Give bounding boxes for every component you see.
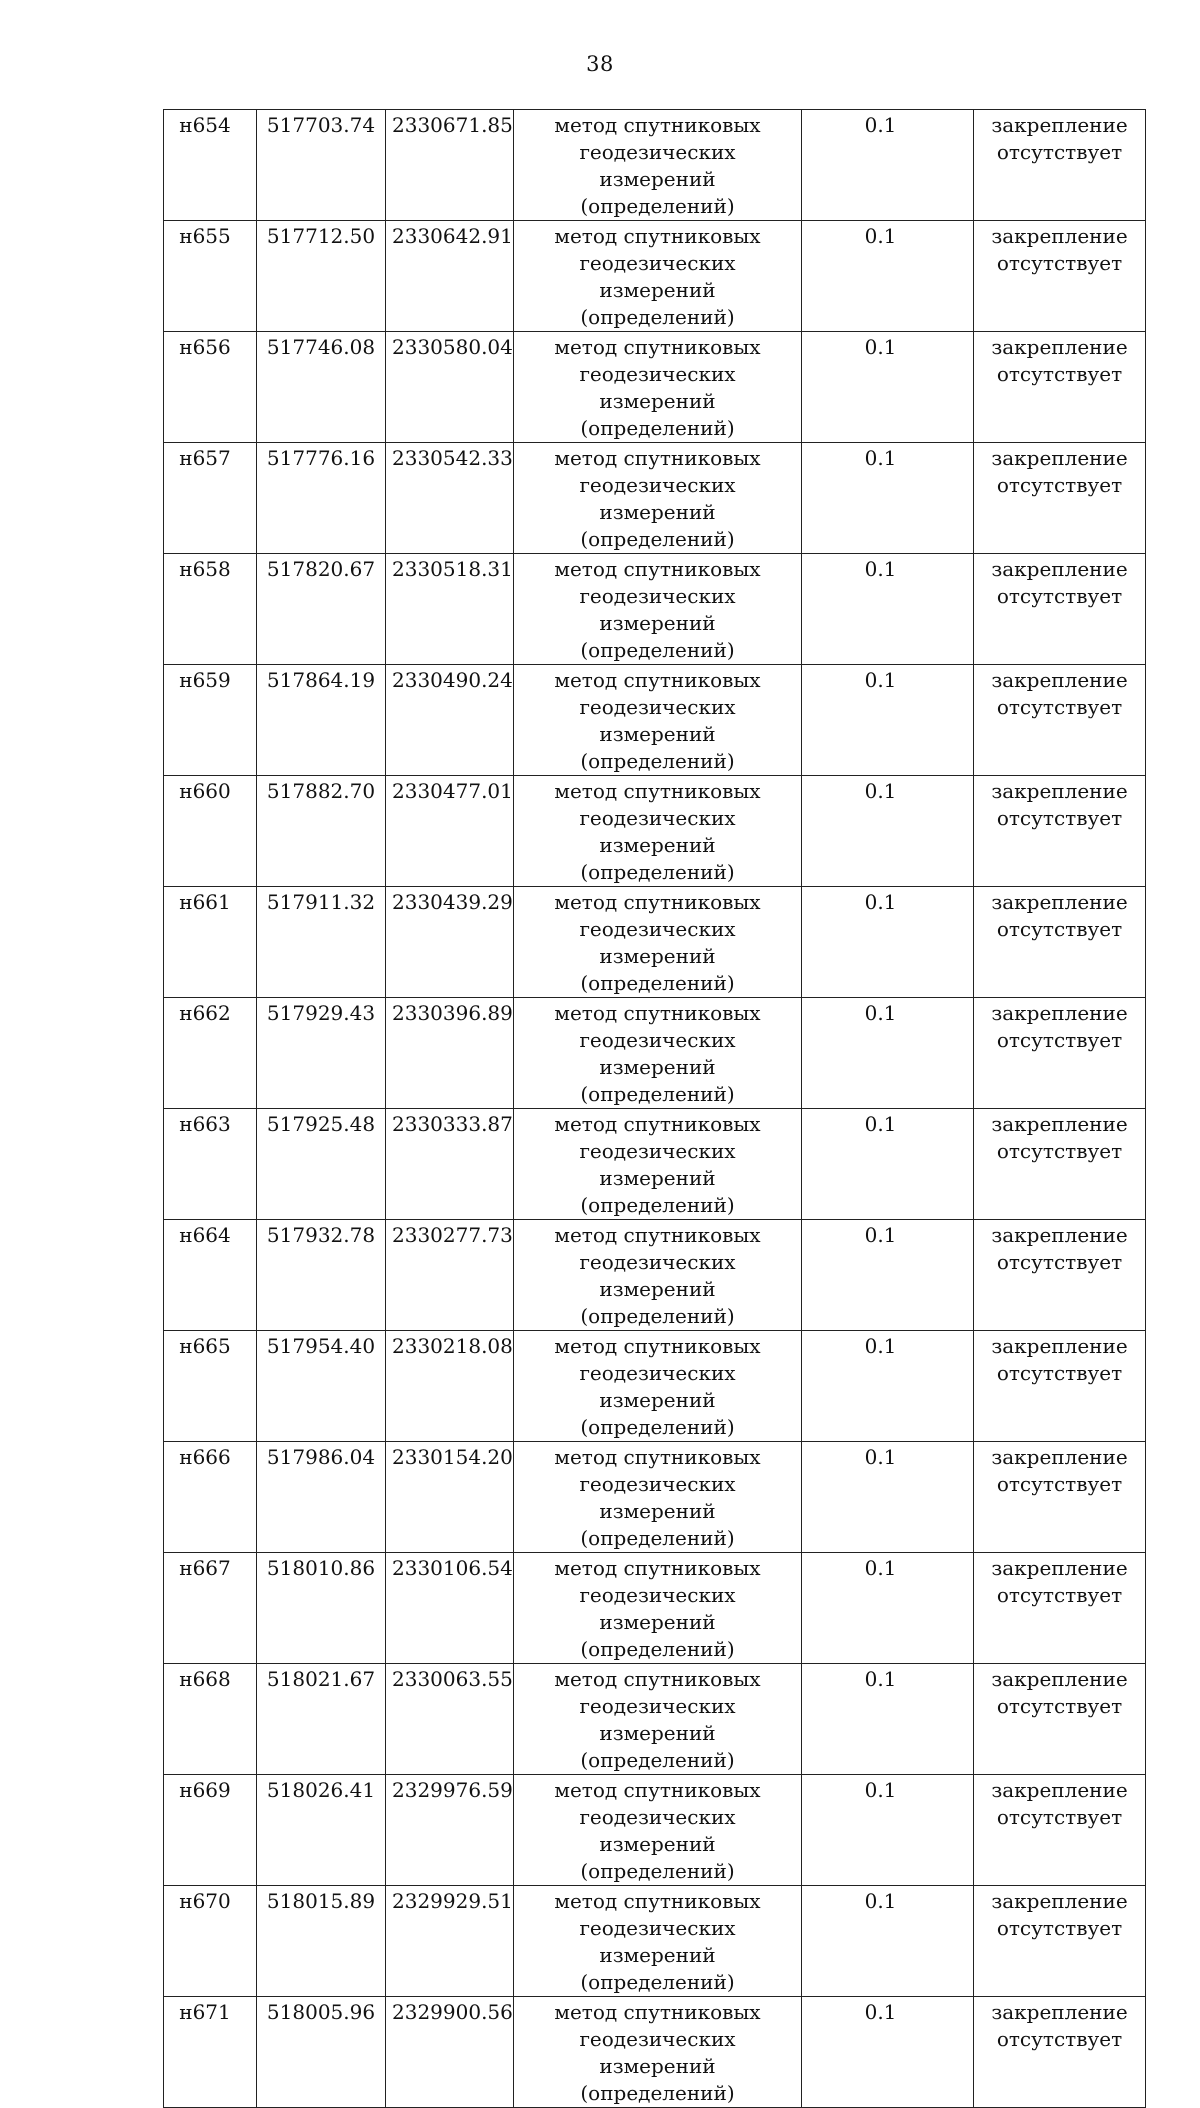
method-line-2: геодезических измерений (579, 140, 736, 191)
method-cell (514, 887, 802, 998)
point-id-cell: н668 (164, 1664, 257, 1775)
y-coordinate-cell: 2330671.85 (386, 110, 514, 221)
y-coordinate-cell: 2329900.56 (386, 1997, 514, 2108)
table-row (164, 1109, 1146, 1220)
fixing-line-2: отсутствует (996, 806, 1123, 830)
coordinates-table-body (164, 110, 1146, 2108)
fixing-cell (974, 110, 1146, 221)
method-cell (514, 1664, 802, 1775)
x-coordinate-cell: 517954.40 (257, 1331, 386, 1442)
method-line-3: (определений) (580, 2081, 735, 2105)
table-row (164, 776, 1146, 887)
method-line-1: метод спутниковых (554, 224, 761, 248)
fixing-line-2: отсутствует (996, 473, 1123, 497)
x-coordinate-cell: 517986.04 (257, 1442, 386, 1553)
method-line-1: метод спутниковых (554, 890, 761, 914)
method-line-2: геодезических измерений (579, 251, 736, 302)
method-line-2: геодезических измерений (579, 695, 736, 746)
fixing-cell (974, 998, 1146, 1109)
method-line-1: метод спутниковых (554, 113, 761, 137)
fixing-cell (974, 665, 1146, 776)
point-id-cell: н670 (164, 1886, 257, 1997)
fixing-line-1: закрепление (991, 2000, 1128, 2024)
fixing-cell (974, 1109, 1146, 1220)
fixing-line-2: отсутствует (996, 1583, 1123, 1607)
fixing-line-1: закрепление (991, 1001, 1128, 1025)
y-coordinate-cell: 2330218.08 (386, 1331, 514, 1442)
x-coordinate-cell: 517746.08 (257, 332, 386, 443)
accuracy-cell: 0.1 (802, 332, 974, 443)
method-line-2: геодезических измерений (579, 1361, 736, 1412)
fixing-cell (974, 1331, 1146, 1442)
method-line-1: метод спутниковых (554, 1334, 761, 1358)
fixing-cell (974, 554, 1146, 665)
method-line-3: (определений) (580, 1193, 735, 1217)
fixing-line-2: отсутствует (996, 917, 1123, 941)
fixing-line-1: закрепление (991, 1112, 1128, 1136)
accuracy-cell: 0.1 (802, 110, 974, 221)
method-cell (514, 665, 802, 776)
fixing-cell (974, 1886, 1146, 1997)
point-id-cell: н661 (164, 887, 257, 998)
x-coordinate-cell: 517932.78 (257, 1220, 386, 1331)
point-id-cell: н657 (164, 443, 257, 554)
fixing-cell (974, 1442, 1146, 1553)
method-cell (514, 1886, 802, 1997)
point-id-cell: н669 (164, 1775, 257, 1886)
method-line-3: (определений) (580, 1526, 735, 1550)
accuracy-cell: 0.1 (802, 1997, 974, 2108)
x-coordinate-cell: 518026.41 (257, 1775, 386, 1886)
method-line-2: геодезических измерений (579, 1805, 736, 1856)
method-line-1: метод спутниковых (554, 1112, 761, 1136)
table-row (164, 1886, 1146, 1997)
method-line-1: метод спутниковых (554, 1778, 761, 1802)
table-row (164, 1664, 1146, 1775)
method-cell (514, 110, 802, 221)
x-coordinate-cell: 518015.89 (257, 1886, 386, 1997)
table-row (164, 998, 1146, 1109)
method-line-3: (определений) (580, 1082, 735, 1106)
fixing-cell (974, 1220, 1146, 1331)
x-coordinate-cell: 517776.16 (257, 443, 386, 554)
table-row (164, 554, 1146, 665)
method-line-1: метод спутниковых (554, 1223, 761, 1247)
y-coordinate-cell: 2330154.20 (386, 1442, 514, 1553)
method-line-1: метод спутниковых (554, 335, 761, 359)
accuracy-cell: 0.1 (802, 998, 974, 1109)
method-line-3: (определений) (580, 749, 735, 773)
method-cell (514, 1553, 802, 1664)
method-line-2: геодезических измерений (579, 917, 736, 968)
fixing-line-2: отсутствует (996, 1916, 1123, 1940)
fixing-line-2: отсутствует (996, 1361, 1123, 1385)
method-line-2: геодезических измерений (579, 473, 736, 524)
method-line-3: (определений) (580, 305, 735, 329)
fixing-line-1: закрепление (991, 1556, 1128, 1580)
table-row (164, 332, 1146, 443)
fixing-line-2: отсутствует (996, 1139, 1123, 1163)
fixing-line-1: закрепление (991, 1445, 1128, 1469)
method-line-3: (определений) (580, 1970, 735, 1994)
method-line-1: метод спутниковых (554, 668, 761, 692)
fixing-cell (974, 332, 1146, 443)
method-cell (514, 443, 802, 554)
y-coordinate-cell: 2329976.59 (386, 1775, 514, 1886)
fixing-cell (974, 1775, 1146, 1886)
fixing-cell (974, 887, 1146, 998)
accuracy-cell: 0.1 (802, 1886, 974, 1997)
x-coordinate-cell: 517712.50 (257, 221, 386, 332)
point-id-cell: н666 (164, 1442, 257, 1553)
table-row (164, 1997, 1146, 2108)
fixing-line-1: закрепление (991, 1334, 1128, 1358)
accuracy-cell: 0.1 (802, 554, 974, 665)
fixing-line-2: отсутствует (996, 584, 1123, 608)
x-coordinate-cell: 517882.70 (257, 776, 386, 887)
fixing-cell (974, 443, 1146, 554)
x-coordinate-cell: 518005.96 (257, 1997, 386, 2108)
method-line-2: геодезических измерений (579, 1694, 736, 1745)
method-line-1: метод спутниковых (554, 1445, 761, 1469)
fixing-line-1: закрепление (991, 890, 1128, 914)
method-cell (514, 1442, 802, 1553)
y-coordinate-cell: 2330490.24 (386, 665, 514, 776)
method-line-2: геодезических измерений (579, 362, 736, 413)
method-line-2: геодезических измерений (579, 1028, 736, 1079)
fixing-cell (974, 1553, 1146, 1664)
table-row (164, 221, 1146, 332)
fixing-line-2: отсутствует (996, 140, 1123, 164)
y-coordinate-cell: 2330477.01 (386, 776, 514, 887)
x-coordinate-cell: 517929.43 (257, 998, 386, 1109)
method-line-3: (определений) (580, 194, 735, 218)
y-coordinate-cell: 2330439.29 (386, 887, 514, 998)
y-coordinate-cell: 2329929.51 (386, 1886, 514, 1997)
y-coordinate-cell: 2330580.04 (386, 332, 514, 443)
method-line-3: (определений) (580, 1748, 735, 1772)
accuracy-cell: 0.1 (802, 1553, 974, 1664)
method-line-1: метод спутниковых (554, 1001, 761, 1025)
x-coordinate-cell: 518021.67 (257, 1664, 386, 1775)
x-coordinate-cell: 517864.19 (257, 665, 386, 776)
fixing-line-1: закрепление (991, 335, 1128, 359)
table-row (164, 1220, 1146, 1331)
y-coordinate-cell: 2330642.91 (386, 221, 514, 332)
y-coordinate-cell: 2330333.87 (386, 1109, 514, 1220)
method-line-2: геодезических измерений (579, 584, 736, 635)
fixing-line-2: отсутствует (996, 695, 1123, 719)
fixing-line-2: отсутствует (996, 2027, 1123, 2051)
point-id-cell: н658 (164, 554, 257, 665)
method-line-3: (определений) (580, 638, 735, 662)
accuracy-cell: 0.1 (802, 1775, 974, 1886)
point-id-cell: н656 (164, 332, 257, 443)
method-line-2: геодезических измерений (579, 1916, 736, 1967)
method-line-3: (определений) (580, 1637, 735, 1661)
point-id-cell: н662 (164, 998, 257, 1109)
x-coordinate-cell: 517911.32 (257, 887, 386, 998)
method-line-1: метод спутниковых (554, 2000, 761, 2024)
accuracy-cell: 0.1 (802, 443, 974, 554)
fixing-line-1: закрепление (991, 1889, 1128, 1913)
point-id-cell: н664 (164, 1220, 257, 1331)
fixing-cell (974, 1997, 1146, 2108)
table-row (164, 443, 1146, 554)
accuracy-cell: 0.1 (802, 1664, 974, 1775)
accuracy-cell: 0.1 (802, 1331, 974, 1442)
method-line-3: (определений) (580, 527, 735, 551)
x-coordinate-cell: 517703.74 (257, 110, 386, 221)
method-line-2: геодезических измерений (579, 1139, 736, 1190)
table-row (164, 1553, 1146, 1664)
method-line-3: (определений) (580, 860, 735, 884)
table-row (164, 887, 1146, 998)
y-coordinate-cell: 2330277.73 (386, 1220, 514, 1331)
point-id-cell: н671 (164, 1997, 257, 2108)
x-coordinate-cell: 517925.48 (257, 1109, 386, 1220)
fixing-line-1: закрепление (991, 113, 1128, 137)
method-cell (514, 221, 802, 332)
fixing-line-2: отсутствует (996, 251, 1123, 275)
method-cell (514, 1775, 802, 1886)
fixing-line-2: отсутствует (996, 1472, 1123, 1496)
method-cell (514, 1109, 802, 1220)
method-line-3: (определений) (580, 1859, 735, 1883)
accuracy-cell: 0.1 (802, 1220, 974, 1331)
method-line-1: метод спутниковых (554, 446, 761, 470)
method-line-2: геодезических измерений (579, 1472, 736, 1523)
fixing-cell (974, 221, 1146, 332)
method-cell (514, 554, 802, 665)
method-cell (514, 1331, 802, 1442)
y-coordinate-cell: 2330396.89 (386, 998, 514, 1109)
method-line-2: геодезических измерений (579, 2027, 736, 2078)
point-id-cell: н654 (164, 110, 257, 221)
fixing-line-1: закрепление (991, 1778, 1128, 1802)
method-line-3: (определений) (580, 1304, 735, 1328)
method-cell (514, 332, 802, 443)
x-coordinate-cell: 518010.86 (257, 1553, 386, 1664)
fixing-line-2: отсутствует (996, 362, 1123, 386)
fixing-line-1: закрепление (991, 557, 1128, 581)
method-cell (514, 998, 802, 1109)
y-coordinate-cell: 2330106.54 (386, 1553, 514, 1664)
y-coordinate-cell: 2330063.55 (386, 1664, 514, 1775)
accuracy-cell: 0.1 (802, 665, 974, 776)
table-row (164, 665, 1146, 776)
accuracy-cell: 0.1 (802, 1109, 974, 1220)
method-line-3: (определений) (580, 416, 735, 440)
table-row (164, 1331, 1146, 1442)
page-number: 38 (586, 52, 614, 76)
accuracy-cell: 0.1 (802, 776, 974, 887)
method-line-1: метод спутниковых (554, 1667, 761, 1691)
table-row (164, 110, 1146, 221)
fixing-line-1: закрепление (991, 446, 1128, 470)
fixing-line-2: отсутствует (996, 1694, 1123, 1718)
method-line-1: метод спутниковых (554, 557, 761, 581)
table-row (164, 1442, 1146, 1553)
method-line-1: метод спутниковых (554, 779, 761, 803)
fixing-cell (974, 1664, 1146, 1775)
fixing-line-2: отсутствует (996, 1805, 1123, 1829)
coordinates-table (163, 109, 1146, 2108)
method-line-1: метод спутниковых (554, 1556, 761, 1580)
fixing-line-2: отсутствует (996, 1028, 1123, 1052)
method-line-3: (определений) (580, 971, 735, 995)
point-id-cell: н665 (164, 1331, 257, 1442)
accuracy-cell: 0.1 (802, 1442, 974, 1553)
method-line-2: геодезических измерений (579, 1250, 736, 1301)
fixing-cell (974, 776, 1146, 887)
x-coordinate-cell: 517820.67 (257, 554, 386, 665)
accuracy-cell: 0.1 (802, 887, 974, 998)
method-cell (514, 776, 802, 887)
fixing-line-1: закрепление (991, 779, 1128, 803)
point-id-cell: н660 (164, 776, 257, 887)
fixing-line-1: закрепление (991, 224, 1128, 248)
fixing-line-2: отсутствует (996, 1250, 1123, 1274)
method-line-2: геодезических измерений (579, 1583, 736, 1634)
fixing-line-1: закрепление (991, 668, 1128, 692)
fixing-line-1: закрепление (991, 1667, 1128, 1691)
y-coordinate-cell: 2330542.33 (386, 443, 514, 554)
method-line-2: геодезических измерений (579, 806, 736, 857)
fixing-line-1: закрепление (991, 1223, 1128, 1247)
point-id-cell: н667 (164, 1553, 257, 1664)
point-id-cell: н659 (164, 665, 257, 776)
method-line-1: метод спутниковых (554, 1889, 761, 1913)
table-row (164, 1775, 1146, 1886)
accuracy-cell: 0.1 (802, 221, 974, 332)
point-id-cell: н655 (164, 221, 257, 332)
y-coordinate-cell: 2330518.31 (386, 554, 514, 665)
method-cell (514, 1220, 802, 1331)
method-cell (514, 1997, 802, 2108)
method-line-3: (определений) (580, 1415, 735, 1439)
point-id-cell: н663 (164, 1109, 257, 1220)
